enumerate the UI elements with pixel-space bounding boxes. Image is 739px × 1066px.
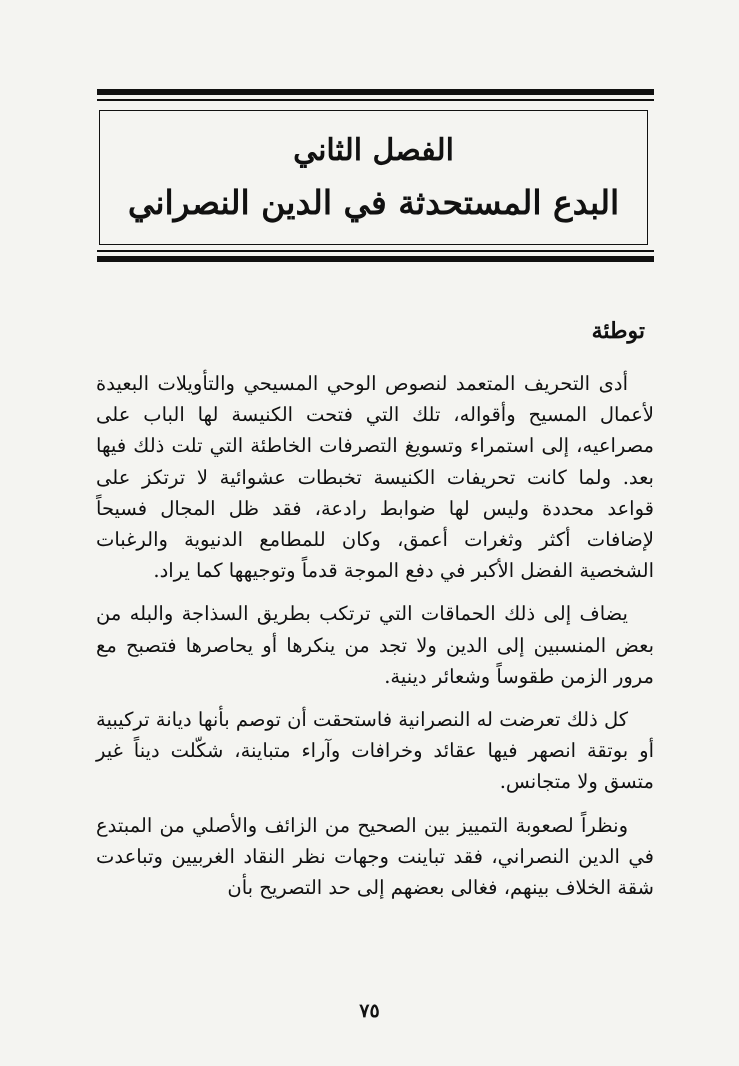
chapter-subtitle: البدع المستحدثة في الدين النصراني [127, 183, 620, 222]
page-number: ٧٥ [359, 1000, 380, 1022]
paragraph-3: كل ذلك تعرضت له النصرانية فاستحقت أن توصم بأنها ديانة تركيبية أو بوتقة انصهر فيها عقائد وخرافات وآراء متباينة، شكّلت ديناً غير متسق ولا متجانس. [96, 708, 654, 794]
chapter-title-box [99, 110, 648, 245]
paragraph-4: ونظراً لصعوبة التمييز بين الصحيح من الزائف والأصلي من المبتدع في الدين النصراني، فقد تباينت وجهات نظر النقاد الغربيين وتباعدت شقة الخلاف بينهم، فغالى بعضهم إلى حد التصريح بأن [96, 813, 654, 900]
top-thin-rule [97, 99, 654, 101]
body-text [96, 368, 654, 915]
bottom-thick-rule [97, 256, 654, 262]
bottom-thin-rule [97, 250, 654, 252]
paragraph-2: يضاف إلى ذلك الحماقات التي ترتكب بطريق السذاجة والبله من بعض المنسبين إلى الدين ولا تجد من ينكرها أو يحاصرها فتصبح مع مرور الزمن طقوساً وشعائر دينية. [96, 602, 654, 688]
section-heading: توطئة [591, 318, 645, 344]
chapter-title: الفصل الثاني [293, 133, 454, 168]
top-thick-rule [97, 89, 654, 95]
paragraph-1: أدى التحريف المتعمد لنصوص الوحي المسيحي والتأويلات البعيدة لأعمال المسيح وأقواله، تلك التي فتحت الكنيسة لها الباب على مصراعيه، إلى استمراء وتسويغ التصرفات الخاطئة التي تلت ذلك فيها بعد. ولما كانت تحريفات الكنيسة تخبطات عشوائية لا ترتكز على قواعد محددة وليس لها ضوابط رادعة، فقد ظل المجال فسيحاً لإضافات أكثر وثغرات أعمق، وكان للمطامع الدنيوية والرغبات الشخصية الفضل الأكبر في دفع الموجة قدماً وتوجيهها كما يراد. [96, 372, 654, 583]
